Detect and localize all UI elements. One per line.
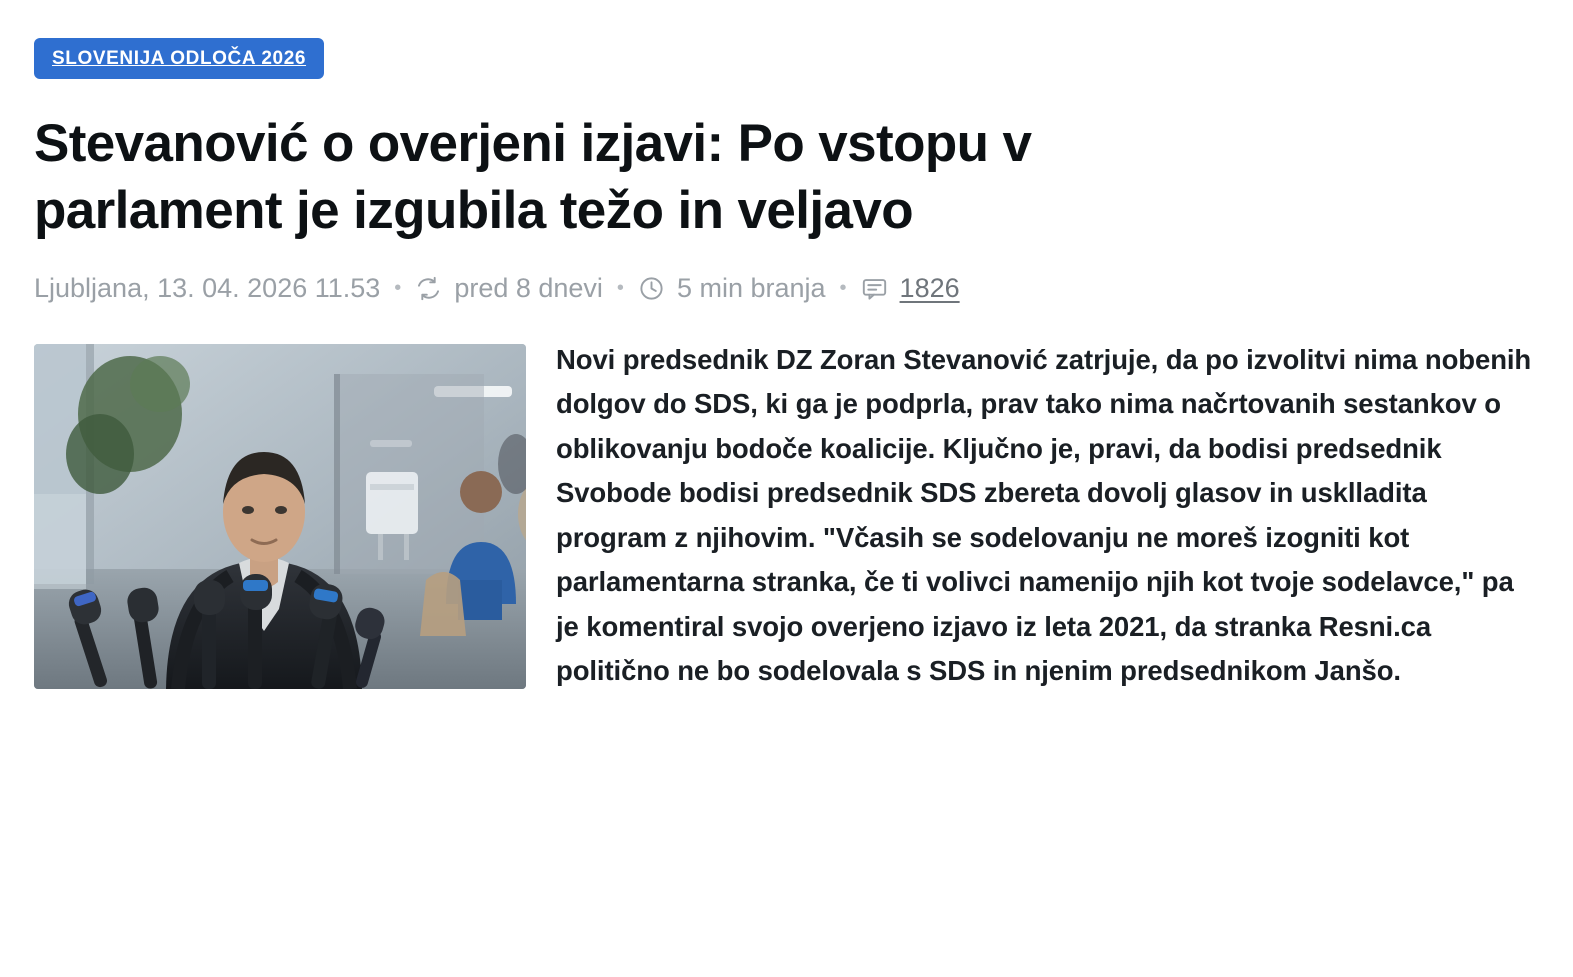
dateline: Ljubljana, 13. 04. 2026 11.53 (34, 272, 381, 303)
meta-separator: • (394, 277, 402, 300)
clock-icon (638, 275, 665, 302)
refresh-icon (415, 275, 442, 302)
comments-count[interactable]: 1826 (899, 272, 960, 303)
lead-paragraph: Novi predsednik DZ Zoran Stevanović zatrjuje, da po izvolitvi nima nobenih dolgov do SDS, ki ga je podprla, prav tako nima načrtovanih sestankov o oblikovanju bodoče koalicije. Ključno je, pravi, da bodisi predsednik Svobode bodisi predsednik SDS zbereta dovolj glasov in usklladita program z njihovim. "Včasih se sodelovanju ne moreš izogniti kot parlamentarna stranka, če ti volivci namenijo njih kot tvoje sodelavce," pa je komentiral svojo overjeno izjavo iz leta 2021, da stranka Resni.ca politično ne bo sodelovala s SDS in njenim predsednikom Janšo. (556, 343, 1532, 687)
read-time: 5 min branja (676, 272, 826, 303)
article-meta (34, 272, 1539, 303)
updated-time: pred 8 dnevi (454, 272, 603, 303)
meta-separator-2: • (616, 277, 624, 300)
lead-photo[interactable] (34, 344, 526, 689)
article-body (34, 338, 1539, 722)
comment-icon[interactable] (861, 275, 888, 302)
page-title: Stevanović o overjeni izjavi: Po vstopu v parlament je izgubila težo in veljavo (34, 114, 1032, 240)
meta-separator-3: • (839, 277, 847, 300)
topic-badge[interactable]: SLOVENIJA ODLOČA 2026 (34, 38, 324, 79)
